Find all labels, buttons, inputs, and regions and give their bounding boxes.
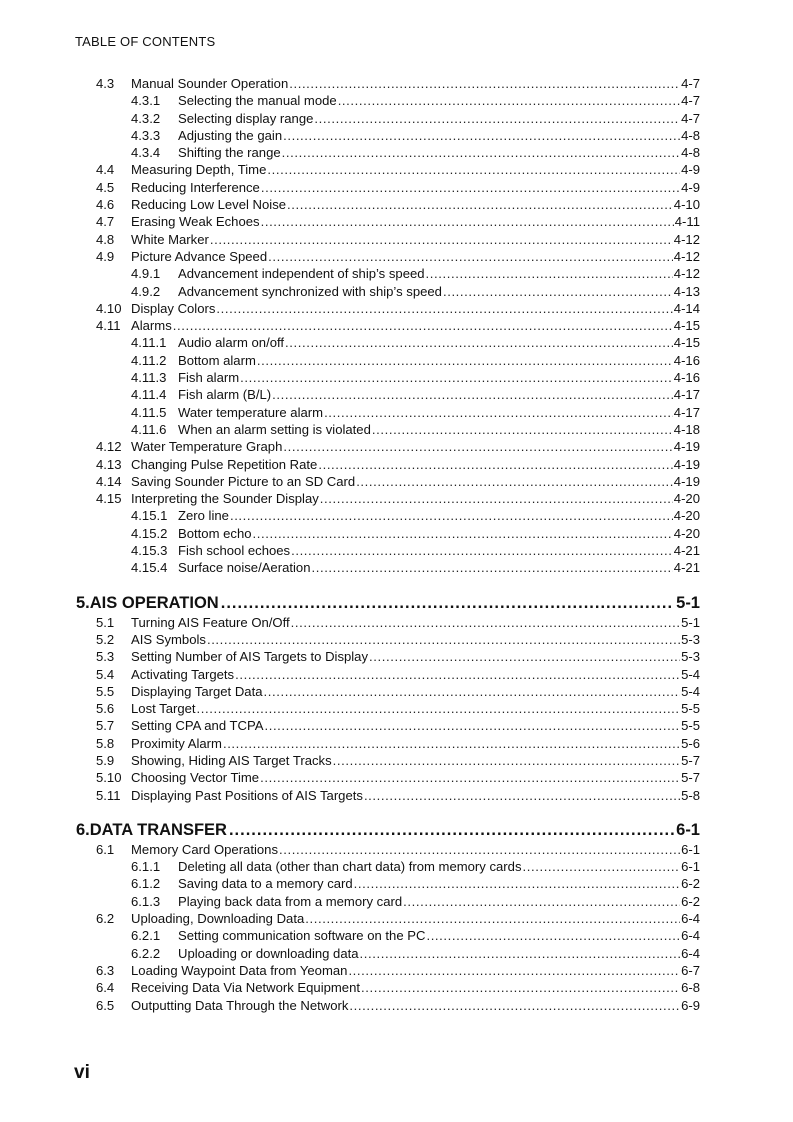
- dot-leader: [523, 858, 681, 875]
- chapter-heading[interactable]: [76, 819, 700, 841]
- dot-leader: [279, 841, 680, 858]
- dot-leader: [291, 614, 680, 631]
- entry-number: 4.11.3: [131, 370, 167, 386]
- entry-page: 6-9: [681, 997, 700, 1013]
- entry-page: 4-8: [681, 127, 700, 143]
- toc-subsection-entry[interactable]: [96, 927, 700, 944]
- dot-leader: [305, 910, 680, 927]
- toc-section-entry[interactable]: [96, 683, 700, 700]
- entry-number: 4.15.3: [131, 543, 168, 559]
- entry-number: 5.8: [96, 735, 115, 751]
- toc-section-entry[interactable]: [96, 997, 700, 1014]
- entry-page: 6-8: [681, 980, 700, 996]
- entry-number: 4.14: [96, 473, 122, 489]
- toc-subsection-entry[interactable]: [96, 893, 700, 910]
- toc-subsection-entry[interactable]: [96, 265, 700, 282]
- entry-title: Erasing Weak Echoes: [131, 214, 260, 230]
- dot-leader: [338, 92, 680, 109]
- entry-title: Alarms: [131, 318, 172, 334]
- dot-leader: [240, 369, 673, 386]
- toc-section-entry[interactable]: [96, 614, 700, 631]
- dot-leader: [272, 386, 673, 403]
- entry-page: 6-4: [681, 945, 700, 961]
- entry-page: 4-7: [681, 110, 700, 126]
- entry-title: Bottom alarm: [178, 352, 256, 368]
- entry-page: 6-4: [681, 911, 700, 927]
- entry-number: 6.5: [96, 997, 115, 1013]
- dot-leader: [354, 875, 680, 892]
- toc-subsection-entry[interactable]: [96, 507, 700, 524]
- entry-page: 5-3: [681, 631, 700, 647]
- dot-leader: [443, 283, 673, 300]
- dot-leader: [282, 144, 680, 161]
- entry-page: 4-15: [673, 335, 700, 351]
- entry-title: Reducing Interference: [131, 179, 260, 195]
- entry-number: 4.3.4: [131, 145, 161, 161]
- toc-subsection-entry[interactable]: [96, 283, 700, 300]
- dot-leader: [230, 507, 673, 524]
- dot-leader: [289, 75, 680, 92]
- toc-section-entry[interactable]: [96, 735, 700, 752]
- dot-leader: [216, 300, 672, 317]
- entry-title: Audio alarm on/off: [178, 335, 285, 351]
- entry-number: 4.15.2: [131, 525, 168, 541]
- entry-number: 5.6: [96, 701, 115, 717]
- entry-page: 5-7: [681, 752, 700, 768]
- entry-title: Picture Advance Speed: [131, 248, 268, 264]
- toc-section-entry[interactable]: [96, 161, 700, 178]
- entry-page: 4-19: [673, 456, 700, 472]
- entry-title: Setting Number of AIS Targets to Display: [131, 649, 369, 665]
- entry-page: 5-3: [681, 649, 700, 665]
- entry-title: Bottom echo: [178, 525, 252, 541]
- entry-page: 4-17: [673, 404, 700, 420]
- entry-page: 4-12: [673, 248, 700, 264]
- toc-subsection-entry[interactable]: [96, 110, 700, 127]
- entry-number: 4.3.1: [131, 93, 161, 109]
- dot-leader: [372, 421, 673, 438]
- entry-title: Setting communication software on the PC: [178, 928, 426, 944]
- chapter-heading[interactable]: [76, 592, 700, 614]
- entry-title: Shifting the range: [178, 145, 281, 161]
- entry-number: 4.11: [96, 318, 121, 334]
- dot-leader: [320, 490, 673, 507]
- entry-title: White Marker: [131, 231, 209, 247]
- entry-title: Advancement independent of ship’s speed: [178, 266, 425, 282]
- entry-page: 4-12: [673, 231, 700, 247]
- entry-title: Turning AIS Feature On/Off: [131, 614, 290, 630]
- dot-leader: [210, 231, 673, 248]
- entry-number: 6.1: [96, 841, 115, 857]
- toc-section-entry[interactable]: [96, 300, 700, 317]
- entry-number: 6.1.2: [131, 876, 161, 892]
- entry-title: Lost Target: [131, 701, 196, 717]
- entry-page: 5-1: [681, 614, 700, 630]
- entry-title: Displaying Past Positions of AIS Targets: [131, 787, 363, 803]
- chapter-page: 5-1: [676, 593, 700, 612]
- entry-title: Loading Waypoint Data from Yeoman: [131, 962, 348, 978]
- dot-leader: [311, 559, 672, 576]
- toc-subsection-entry[interactable]: [96, 875, 700, 892]
- dot-leader: [285, 334, 673, 351]
- entry-title: Setting CPA and TCPA: [131, 718, 264, 734]
- toc-section-entry[interactable]: [96, 317, 700, 334]
- entry-number: 4.13: [96, 456, 122, 472]
- dot-leader: [318, 456, 672, 473]
- entry-number: 5.1: [96, 614, 115, 630]
- entry-title: Activating Targets: [131, 666, 235, 682]
- entry-number: 4.8: [96, 231, 115, 247]
- entry-page: 4-19: [673, 439, 700, 455]
- entry-title: Playing back data from a memory card: [178, 893, 403, 909]
- entry-page: 5-7: [681, 770, 700, 786]
- toc-subsection-entry[interactable]: [96, 127, 700, 144]
- dot-leader: [291, 542, 673, 559]
- toc-subsection-entry[interactable]: [96, 542, 700, 559]
- chapter-number: 5.: [76, 593, 90, 612]
- dot-leader: [261, 179, 680, 196]
- dot-leader: [356, 473, 673, 490]
- entry-title: Adjusting the gain: [178, 127, 283, 143]
- entry-number: 4.3: [96, 76, 115, 91]
- dot-leader: [369, 648, 680, 665]
- entry-page: 4-9: [681, 179, 700, 195]
- toc-subsection-entry[interactable]: [96, 525, 700, 542]
- entry-title: Changing Pulse Repetition Rate: [131, 456, 318, 472]
- entry-title: Advancement synchronized with ship’s speed: [178, 283, 442, 299]
- toc-section-entry[interactable]: [96, 196, 700, 213]
- entry-number: 5.11: [96, 787, 121, 803]
- entry-title: Surface noise/Aeration: [178, 560, 311, 576]
- entry-page: 5-4: [681, 683, 700, 699]
- entry-number: 6.2: [96, 911, 115, 927]
- toc-section-entry[interactable]: [96, 752, 700, 769]
- entry-title: Displaying Target Data: [131, 683, 263, 699]
- entry-number: 5.10: [96, 770, 122, 786]
- toc-subsection-entry[interactable]: [96, 404, 700, 421]
- toc-subsection-entry[interactable]: [96, 858, 700, 875]
- entry-page: 4-20: [673, 508, 700, 524]
- entry-number: 5.9: [96, 752, 115, 768]
- entry-page: 4-13: [673, 283, 700, 299]
- table-of-contents: [76, 75, 700, 1014]
- toc-section-entry[interactable]: [96, 75, 700, 92]
- entry-number: 5.5: [96, 683, 115, 699]
- toc-section-entry[interactable]: [96, 631, 700, 648]
- dot-leader: [283, 438, 672, 455]
- entry-page: 4-17: [673, 387, 700, 403]
- entry-number: 4.11.4: [131, 387, 167, 403]
- entry-page: 4-10: [673, 197, 700, 213]
- dot-leader: [221, 592, 674, 614]
- dot-leader: [287, 196, 673, 213]
- entry-number: 4.11.5: [131, 404, 167, 420]
- toc-section-entry[interactable]: [96, 841, 700, 858]
- dot-leader: [207, 631, 680, 648]
- toc-section-entry[interactable]: [96, 717, 700, 734]
- entry-page: 4-16: [673, 370, 700, 386]
- entry-number: 4.9.2: [131, 283, 161, 299]
- entry-page: 4-7: [681, 76, 700, 91]
- entry-title: Manual Sounder Operation: [131, 76, 289, 91]
- toc-section-entry[interactable]: [96, 962, 700, 979]
- entry-number: 4.7: [96, 214, 115, 230]
- entry-page: 4-9: [681, 162, 700, 178]
- dot-leader: [268, 248, 673, 265]
- dot-leader: [360, 945, 681, 962]
- entry-number: 6.4: [96, 980, 115, 996]
- entry-number: 4.3.2: [131, 110, 161, 126]
- chapter-title: DATA TRANSFER: [89, 820, 227, 839]
- dot-leader: [426, 265, 673, 282]
- entry-page: 4-21: [673, 543, 700, 559]
- entry-page: 4-20: [673, 525, 700, 541]
- toc-subsection-entry[interactable]: [96, 945, 700, 962]
- toc-section-entry[interactable]: [96, 473, 700, 490]
- entry-number: 5.2: [96, 631, 115, 647]
- toc-section-entry[interactable]: [96, 456, 700, 473]
- entry-title: Showing, Hiding AIS Target Tracks: [131, 752, 332, 768]
- dot-leader: [260, 769, 680, 786]
- entry-number: 4.12: [96, 439, 122, 455]
- entry-title: Saving Sounder Picture to an SD Card: [131, 473, 356, 489]
- entry-title: Fish school echoes: [178, 543, 291, 559]
- entry-title: Display Colors: [131, 300, 216, 316]
- entry-page: 5-5: [681, 701, 700, 717]
- entry-title: Choosing Vector Time: [131, 770, 260, 786]
- page-header: TABLE OF CONTENTS: [75, 34, 216, 49]
- entry-title: Selecting display range: [178, 110, 314, 126]
- dot-leader: [283, 127, 680, 144]
- toc-section-entry[interactable]: [96, 438, 700, 455]
- entry-number: 4.3.3: [131, 127, 161, 143]
- entry-number: 6.2.1: [131, 928, 161, 944]
- toc-section-entry[interactable]: [96, 231, 700, 248]
- entry-title: Uploading, Downloading Data: [131, 911, 305, 927]
- toc-section-entry[interactable]: [96, 648, 700, 665]
- toc-section-entry[interactable]: [96, 179, 700, 196]
- entry-number: 5.7: [96, 718, 115, 734]
- toc-section-entry[interactable]: [96, 910, 700, 927]
- toc-section-entry[interactable]: [96, 979, 700, 996]
- toc-subsection-entry[interactable]: [96, 334, 700, 351]
- chapter-spacer: [96, 804, 700, 819]
- entry-title: Interpreting the Sounder Display: [131, 491, 319, 507]
- toc-subsection-entry[interactable]: [96, 92, 700, 109]
- dot-leader: [264, 717, 680, 734]
- toc-subsection-entry[interactable]: [96, 386, 700, 403]
- dot-leader: [403, 893, 680, 910]
- dot-leader: [229, 819, 674, 841]
- toc-subsection-entry[interactable]: [96, 421, 700, 438]
- entry-page: 6-1: [681, 841, 700, 857]
- dot-leader: [257, 352, 673, 369]
- entry-page: 6-1: [681, 859, 700, 875]
- entry-title: Uploading or downloading data: [178, 945, 359, 961]
- entry-number: 4.11.2: [131, 352, 167, 368]
- dot-leader: [235, 666, 680, 683]
- entry-page: 6-2: [681, 893, 700, 909]
- entry-page: 5-5: [681, 718, 700, 734]
- entry-title: Selecting the manual mode: [178, 93, 337, 109]
- entry-page: 6-4: [681, 928, 700, 944]
- entry-title: Saving data to a memory card: [178, 876, 353, 892]
- toc-section-entry[interactable]: [96, 213, 700, 230]
- chapter-page: 6-1: [676, 820, 700, 839]
- entry-title: Water temperature alarm: [178, 404, 324, 420]
- entry-title: Measuring Depth, Time: [131, 162, 267, 178]
- dot-leader: [264, 683, 681, 700]
- entry-title: Memory Card Operations: [131, 841, 278, 857]
- entry-number: 4.4: [96, 162, 115, 178]
- entry-title: When an alarm setting is violated: [178, 421, 371, 437]
- dot-leader: [173, 317, 673, 334]
- entry-page: 4-21: [673, 560, 700, 576]
- entry-page: 4-15: [673, 318, 700, 334]
- entry-title: Water Temperature Graph: [131, 439, 283, 455]
- dot-leader: [348, 962, 680, 979]
- entry-page: 5-8: [681, 787, 700, 803]
- entry-title: Fish alarm (B/L): [178, 387, 272, 403]
- entry-number: 6.1.3: [131, 893, 161, 909]
- entry-title: Zero line: [178, 508, 229, 524]
- entry-title: Fish alarm: [178, 370, 240, 386]
- dot-leader: [261, 213, 674, 230]
- chapter-spacer: [96, 577, 700, 592]
- dot-leader: [267, 161, 680, 178]
- dot-leader: [333, 752, 680, 769]
- entry-number: 4.11.6: [131, 421, 167, 437]
- entry-number: 4.15.1: [131, 508, 168, 524]
- entry-number: 6.2.2: [131, 945, 161, 961]
- toc-section-entry[interactable]: [96, 700, 700, 717]
- entry-number: 4.15.4: [131, 560, 168, 576]
- entry-page: 5-4: [681, 666, 700, 682]
- toc-subsection-entry[interactable]: [96, 369, 700, 386]
- toc-section-entry[interactable]: [96, 248, 700, 265]
- toc-section-entry[interactable]: [96, 666, 700, 683]
- dot-leader: [426, 927, 680, 944]
- entry-title: Receiving Data Via Network Equipment: [131, 980, 361, 996]
- toc-section-entry[interactable]: [96, 787, 700, 804]
- chapter-title: AIS OPERATION: [89, 593, 219, 612]
- entry-title: Proximity Alarm: [131, 735, 222, 751]
- dot-leader: [324, 404, 673, 421]
- entry-number: 4.10: [96, 300, 122, 316]
- entry-page: 6-7: [681, 962, 700, 978]
- entry-number: 4.15: [96, 491, 122, 507]
- entry-title: Outputting Data Through the Network: [131, 997, 349, 1013]
- entry-number: 4.9: [96, 248, 115, 264]
- entry-page: 4-19: [673, 473, 700, 489]
- entry-title: AIS Symbols: [131, 631, 206, 647]
- entry-page: 4-8: [681, 145, 700, 161]
- dot-leader: [253, 525, 673, 542]
- entry-number: 4.9.1: [131, 266, 161, 282]
- entry-number: 5.4: [96, 666, 115, 682]
- toc-subsection-entry[interactable]: [96, 559, 700, 576]
- dot-leader: [349, 997, 680, 1014]
- toc-section-entry[interactable]: [96, 769, 700, 786]
- dot-leader: [197, 700, 681, 717]
- page-number: vi: [74, 1062, 90, 1083]
- toc-subsection-entry[interactable]: [96, 352, 700, 369]
- entry-page: 4-18: [673, 421, 700, 437]
- entry-number: 4.6: [96, 197, 115, 213]
- dot-leader: [364, 787, 680, 804]
- entry-number: 4.11.1: [131, 335, 167, 351]
- entry-number: 6.3: [96, 962, 115, 978]
- toc-subsection-entry[interactable]: [96, 144, 700, 161]
- toc-section-entry[interactable]: [96, 490, 700, 507]
- entry-page: 6-2: [681, 876, 700, 892]
- entry-number: 4.5: [96, 179, 115, 195]
- entry-page: 4-12: [673, 266, 700, 282]
- chapter-number: 6.: [76, 820, 90, 839]
- entry-number: 6.1.1: [131, 859, 161, 875]
- entry-page: 4-11: [674, 214, 700, 230]
- entry-title: Deleting all data (other than chart data) from memory cards: [178, 859, 522, 875]
- entry-page: 5-6: [681, 735, 700, 751]
- dot-leader: [361, 979, 680, 996]
- entry-page: 4-20: [673, 491, 700, 507]
- entry-page: 4-14: [673, 300, 700, 316]
- entry-title: Reducing Low Level Noise: [131, 197, 287, 213]
- entry-number: 5.3: [96, 649, 115, 665]
- entry-page: 4-7: [681, 93, 700, 109]
- dot-leader: [314, 110, 680, 127]
- entry-page: 4-16: [673, 352, 700, 368]
- dot-leader: [223, 735, 680, 752]
